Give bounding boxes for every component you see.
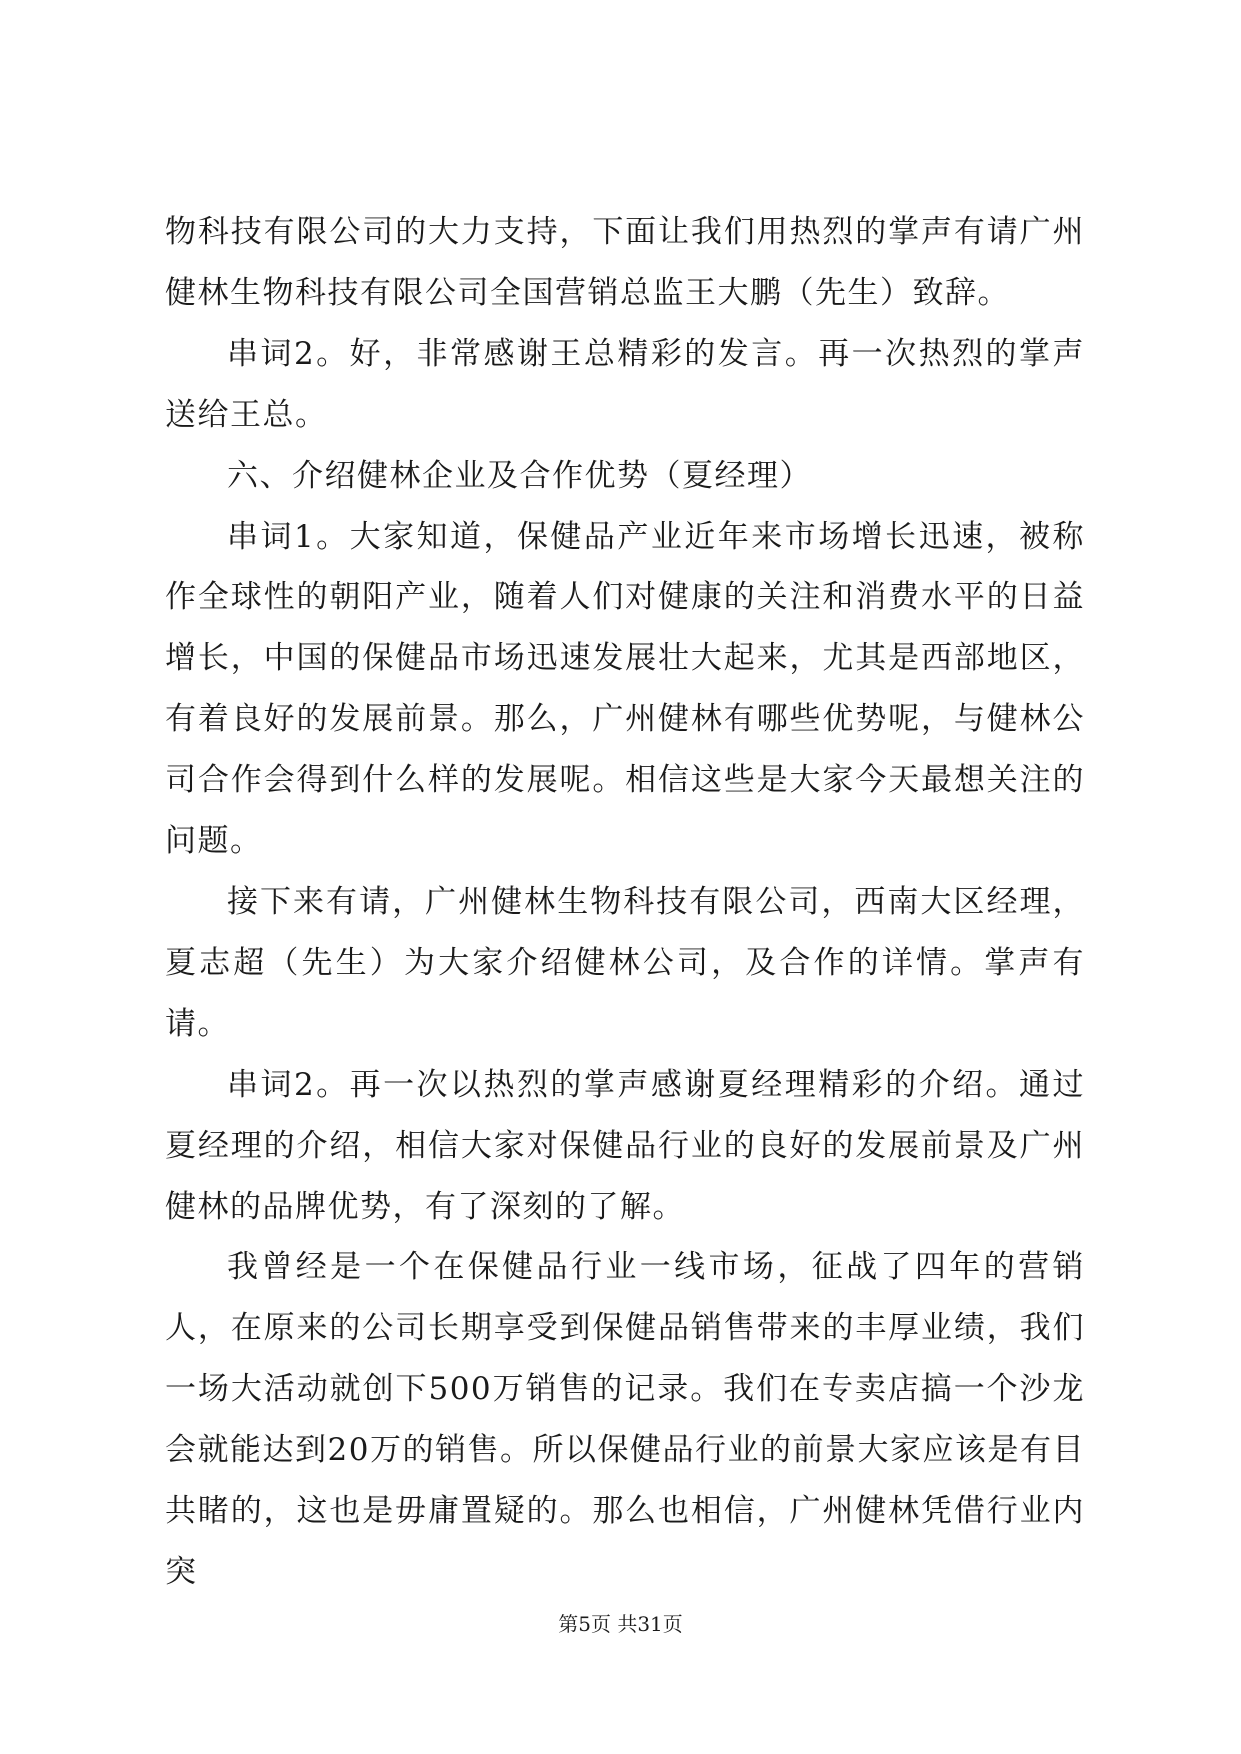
paragraph-invite-xia: 接下来有请，广州健林生物科技有限公司，西南大区经理，夏志超（先生）为大家介绍健林公司，及合作的详情。掌声有请。 [165, 883, 1085, 1042]
paragraph-continuation: 物科技有限公司的大力支持，下面让我们用热烈的掌声有请广州健林生物科技有限公司全国营销总监王大鹏（先生）致辞。 [165, 214, 1085, 311]
page-footer: 第5页 共31页 [558, 1612, 683, 1636]
section-heading-six: 六、介绍健林企业及合作优势（夏经理） [227, 457, 812, 494]
paragraph-chuanci-2-thanks-xia: 串词2。再一次以热烈的掌声感谢夏经理精彩的介绍。通过夏经理的介绍，相信大家对保健品行业的良好的发展前景及广州健林的品牌优势，有了深刻的了解。 [165, 1066, 1085, 1225]
paragraph-personal-experience: 我曾经是一个在保健品行业一线市场，征战了四年的营销人，在原来的公司长期享受到保健品销售带来的丰厚业绩，我们一场大活动就创下500万销售的记录。我们在专卖店搞一个沙龙会就能达到20万的销售。所以保健品行业的前景大家应该是有目共睹的，这也是毋庸置疑的。那么也相信，广州健林凭借行业内突 [165, 1249, 1085, 1590]
paragraph-chuanci-1-industry: 串词1。大家知道，保健品产业近年来市场增长迅速，被称作全球性的朝阳产业，随着人们对健康的关注和消费水平的日益增长，中国的保健品市场迅速发展壮大起来，尤其是西部地区，有着良好的发展前景。那么，广州健林有哪些优势呢，与健林公司合作会得到什么样的发展呢。相信这些是大家今天最想关注的问题。 [165, 518, 1085, 860]
document-body [165, 202, 1085, 1603]
paragraph-chuanci-2-thanks-wang: 串词2。好，非常感谢王总精彩的发言。再一次热烈的掌声送给王总。 [165, 335, 1085, 433]
